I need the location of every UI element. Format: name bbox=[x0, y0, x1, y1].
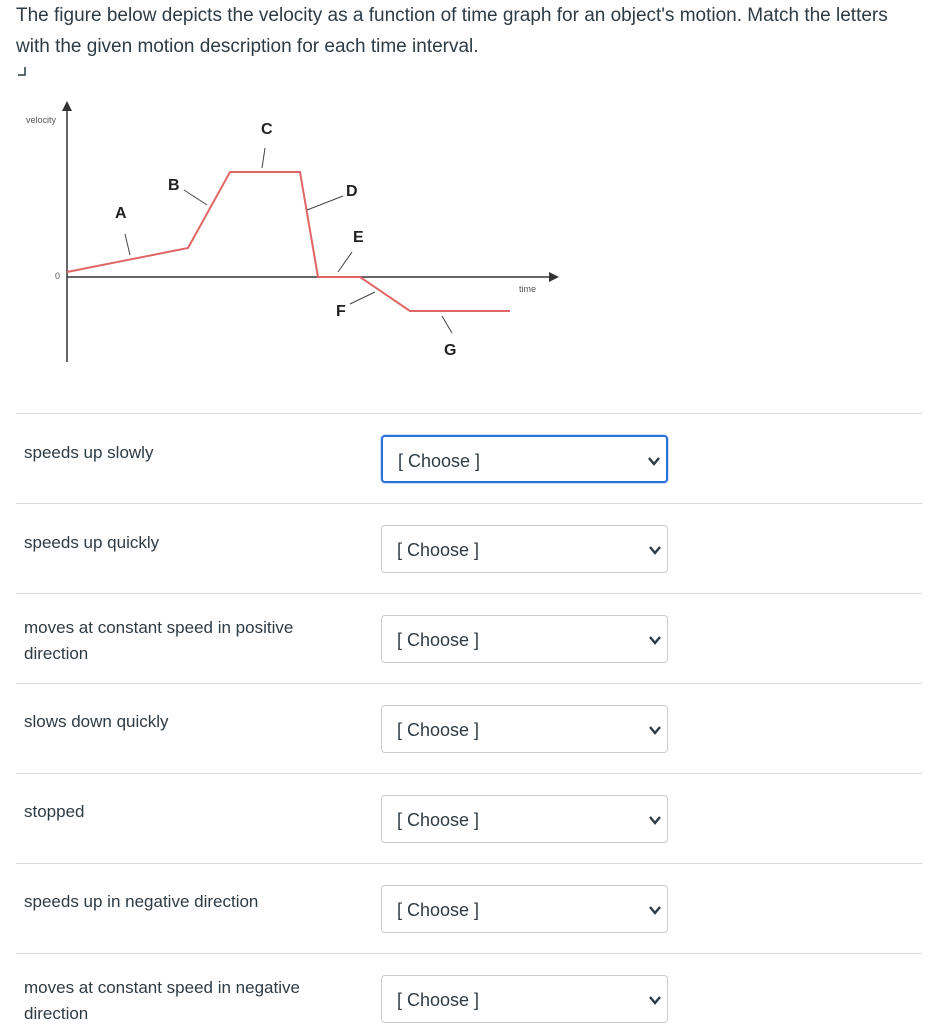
question-text: The figure below depicts the velocity as a function of time graph for an object's motion. Match the letters with the given motion description for each time interval. bbox=[16, 5, 888, 57]
match-row bbox=[16, 503, 922, 593]
chevron-down-icon bbox=[649, 634, 661, 646]
match-row bbox=[16, 413, 922, 503]
match-description: moves at constant speed in positive direction bbox=[24, 618, 294, 663]
answer-select[interactable] bbox=[381, 885, 668, 933]
chevron-down-icon bbox=[649, 544, 661, 556]
label-b: B bbox=[168, 177, 180, 194]
match-description: speeds up quickly bbox=[24, 533, 160, 552]
select-value: [ Choose ] bbox=[397, 540, 480, 560]
answer-select[interactable] bbox=[381, 615, 668, 663]
y-axis-label: velocity bbox=[26, 115, 57, 125]
chevron-down-icon bbox=[649, 724, 661, 736]
select-value: [ Choose ] bbox=[397, 810, 480, 830]
match-description: speeds up slowly bbox=[24, 443, 154, 462]
match-row bbox=[16, 863, 922, 953]
answer-select[interactable] bbox=[381, 435, 668, 483]
match-description: speeds up in negative direction bbox=[24, 892, 259, 911]
select-value: [ Choose ] bbox=[397, 900, 480, 920]
select-value: [ Choose ] bbox=[397, 720, 480, 740]
match-row bbox=[16, 593, 922, 683]
match-row bbox=[16, 953, 922, 1024]
chevron-down-icon bbox=[649, 904, 661, 916]
label-e: E bbox=[353, 229, 364, 246]
answer-select[interactable] bbox=[381, 975, 668, 1023]
origin-label: 0 bbox=[55, 271, 61, 281]
answer-select[interactable] bbox=[381, 705, 668, 753]
select-value: [ Choose ] bbox=[397, 990, 480, 1010]
velocity-curve bbox=[67, 172, 510, 311]
select-value: [ Choose ] bbox=[398, 451, 481, 471]
matching-list bbox=[16, 413, 922, 1024]
label-c: C bbox=[261, 121, 273, 138]
chevron-down-icon bbox=[649, 814, 661, 826]
match-row bbox=[16, 773, 922, 863]
x-axis-arrow-icon bbox=[549, 272, 559, 282]
match-description: stopped bbox=[24, 802, 85, 821]
match-row bbox=[16, 683, 922, 773]
select-value: [ Choose ] bbox=[397, 630, 480, 650]
match-description: slows down quickly bbox=[24, 712, 169, 731]
chevron-down-icon bbox=[648, 455, 660, 467]
return-arrow-icon bbox=[16, 66, 28, 78]
answer-select[interactable] bbox=[381, 525, 668, 573]
label-a: A bbox=[115, 205, 127, 222]
label-g: G bbox=[444, 342, 457, 359]
chevron-down-icon bbox=[649, 994, 661, 1006]
answer-select[interactable] bbox=[381, 795, 668, 843]
x-axis-label: time bbox=[519, 284, 537, 294]
match-description: moves at constant speed in negative direction bbox=[24, 978, 300, 1023]
y-axis-arrow-icon bbox=[62, 101, 72, 111]
label-f: F bbox=[336, 303, 346, 320]
label-d: D bbox=[346, 183, 358, 200]
